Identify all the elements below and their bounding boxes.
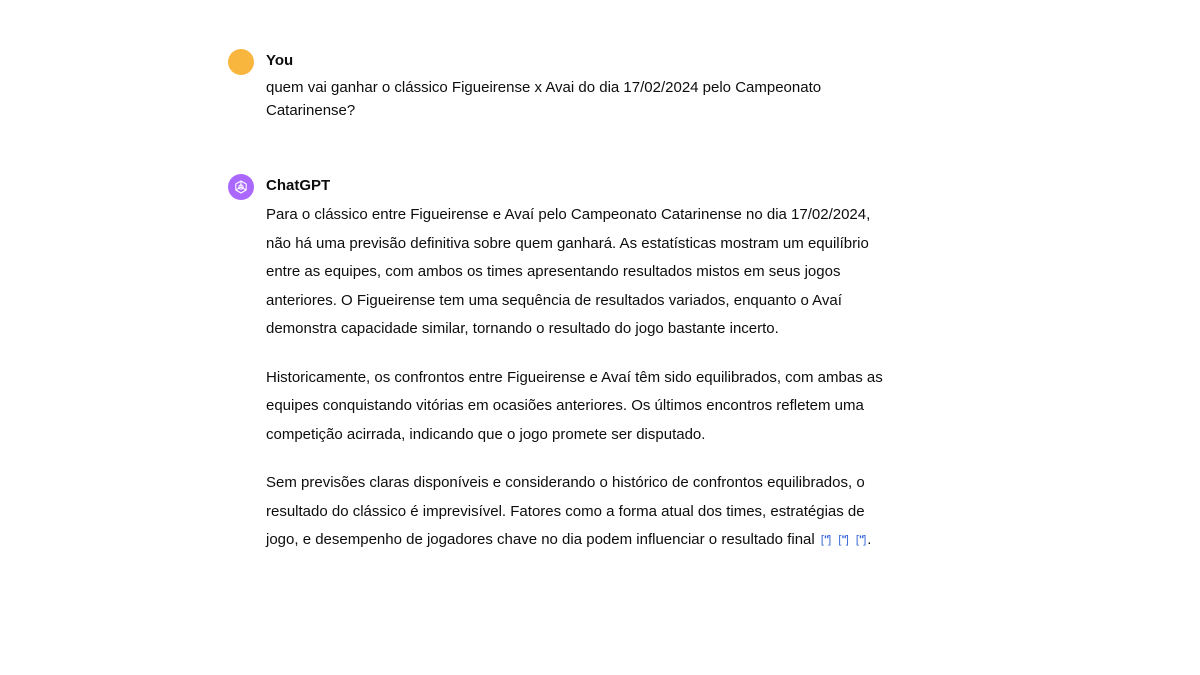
citation-2[interactable]: ["]	[838, 534, 849, 546]
assistant-author-name: ChatGPT	[266, 177, 331, 194]
user-message	[228, 49, 888, 122]
citation-1[interactable]: ["]	[820, 534, 832, 546]
quote-citation-icon: "	[858, 534, 864, 546]
citation-3[interactable]: ["]	[855, 534, 867, 546]
quote-citation-icon: "	[823, 534, 829, 546]
user-message-body	[266, 49, 888, 122]
quote-citation-icon: "	[841, 534, 846, 546]
assistant-paragraph-1: Para o clássico entre Figueirense e Avaí pelo Campeonato Catarinense no dia 17/02/2024, não há uma previsão definitiva sobre quem ganhará. As estatísticas mostram um equilíbrio entre as equipes, com ambos os times apresentando resultados mistos em seus jogos anteriores. O Figueirense tem uma sequência de resultados variados, enquanto o Avaí demonstra capacidade similar, tornando o resultado do jogo bastante incerto.	[266, 206, 871, 337]
assistant-message	[228, 174, 888, 575]
assistant-paragraph-3-text: Sem previsões claras disponíveis e considerando o histórico de confrontos equilibrados, o resultado do clássico é imprevisível. Fatores como a forma atual dos times, estratégias de jogo, e desempenho de jogadores chave no dia podem influenciar o resultado final	[266, 474, 865, 548]
user-author-name: You	[266, 52, 294, 69]
user-avatar	[228, 49, 254, 75]
assistant-message-body	[266, 174, 888, 575]
assistant-paragraph-3	[266, 469, 888, 555]
openai-logo-icon	[233, 179, 249, 195]
assistant-paragraph-2: Historicamente, os confrontos entre Figueirense e Avaí têm sido equilibrados, com ambas as equipes conquistando vitórias em ocasiões anteriores. Os últimos encontros refletem uma competição acirrada, indicando que o jogo promete ser disputado.	[266, 368, 883, 443]
user-message-text: quem vai ganhar o clássico Figueirense x Avai do dia 17/02/2024 pelo Campeonato Catarinense?	[266, 79, 822, 119]
chatgpt-avatar	[228, 174, 254, 200]
final-punctuation: .	[867, 531, 872, 548]
